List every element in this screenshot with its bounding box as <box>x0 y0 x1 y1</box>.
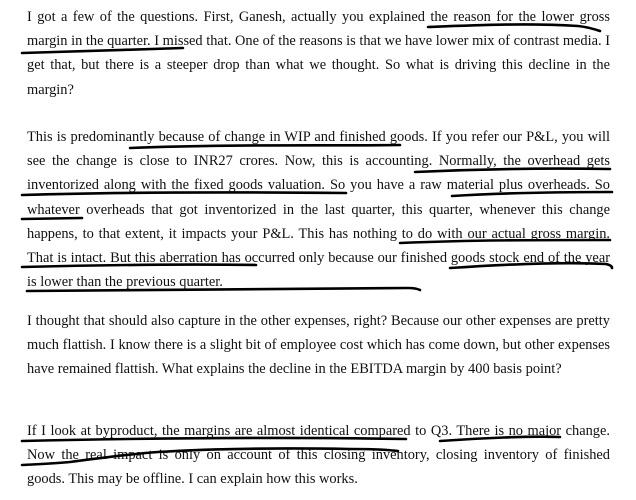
paragraph-question-ebitda-margin: I thought that should also capture in the other expenses, right? Because our other expenses are pretty much flattish. I know there is a slight bit of employee cost which has come down, but other expenses have remained flattish. What explains the decline in the EBITDA margin by 400 basis point? <box>27 313 610 378</box>
paragraph-question-gross-margin: I got a few of the questions. First, Ganesh, actually you explained the reason for the lower gross margin in the quarter. I missed that. One of the reasons is that we have lower mix of contrast media. I get that, but there is a steeper drop than what we thought. So what is driving this decline in the margin? <box>27 9 610 98</box>
paragraph-answer-byproduct-margins: If I look at byproduct, the margins are almost identical compared to Q3. There is no major change. Now the real impact is only on account of this closing inventory, closing inventory of finished goods. This may be offline. I can explain how this works. <box>27 423 610 488</box>
paragraph-answer-wip-finished-goods: This is predominantly because of change in WIP and finished goods. If you refer our P&L, you will see the change is close to INR27 crores. Now, this is accounting. Normally, the overhead gets inventorized along with the fixed goods valuation. So you have a raw material plus overheads. So whatever overheads that got inventorized in the last quarter, this quarter, whenever this change happens, to that extent, it impacts your P&L. This has nothing to do with our actual gross margin. That is intact. But this aberration has occurred only because our finished goods stock end of the year is lower than the previous quarter. <box>27 129 610 291</box>
